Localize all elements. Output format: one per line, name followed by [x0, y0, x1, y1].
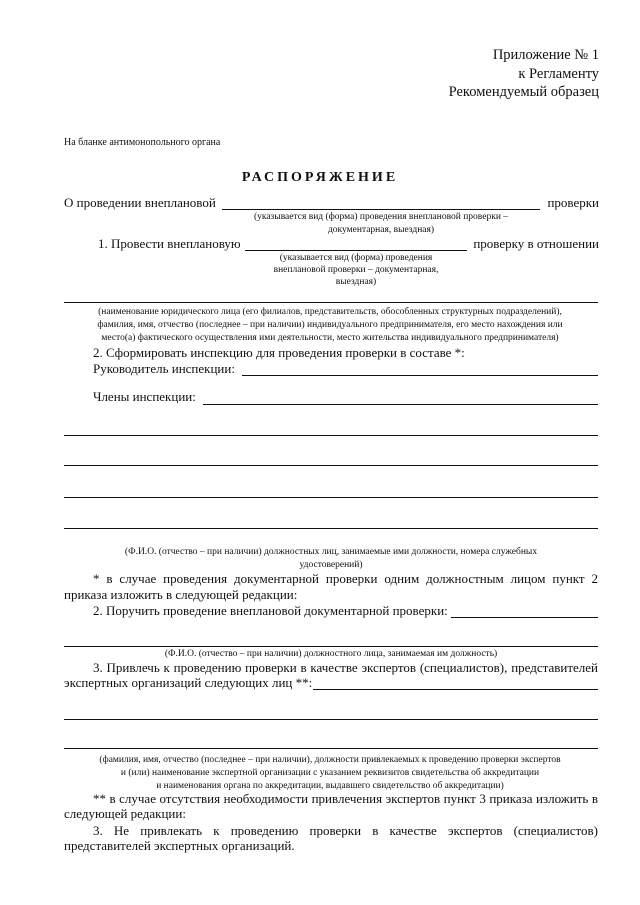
inspection-type-field[interactable]: [222, 209, 540, 210]
recommended-sample-label: Рекомендуемый образец: [448, 84, 599, 100]
head-label: Руководитель инспекции:: [93, 361, 235, 376]
members-field-2[interactable]: [64, 435, 598, 436]
intro-hint-2: документарная, выездная): [327, 225, 435, 235]
experts-hint-1: (фамилия, имя, отчество (последнее – при наличии), должности привлекаемых к проведению проверки экспертов: [99, 755, 561, 765]
regulation-reference: к Регламенту: [518, 66, 599, 82]
footnote1-field-1[interactable]: [451, 617, 598, 618]
intro-prefix: О проведении внеплановой: [64, 195, 216, 210]
experts-hint-3: и наименования органа по аккредитации, выдавшего свидетельство об аккредитации): [156, 781, 504, 791]
experts-field-1[interactable]: [313, 689, 598, 690]
experts-hint-2: и (или) наименование экспертной организации с указанием реквизитов свидетельства об аккредитации: [120, 768, 540, 778]
footnote1-line2: приказа изложить в следующей редакции:: [64, 587, 298, 602]
item3-line1: 3. Привлечь к проведению проверки в качестве экспертов (специалистов), представителей: [93, 660, 598, 675]
members-field-4[interactable]: [64, 497, 598, 498]
experts-field-3[interactable]: [64, 748, 598, 749]
footnote2-line4: представителей экспертных организаций.: [64, 838, 295, 853]
members-field-1[interactable]: [203, 404, 598, 405]
experts-field-2[interactable]: [64, 719, 598, 720]
document-title: РАСПОРЯЖЕНИЕ: [241, 170, 399, 185]
item1-hint-1: (указывается вид (форма) проведения: [279, 253, 433, 263]
members-hint-1: (Ф.И.О. (отчество – при наличии) должностных лиц, занимаемые ими должности, номера служебных: [124, 547, 538, 557]
footnote2-line2: следующей редакции:: [64, 806, 186, 821]
item1-form-field[interactable]: [245, 250, 467, 251]
head-field[interactable]: [242, 375, 598, 376]
item1-hint-2: внеплановой проверки – документарная,: [273, 265, 439, 275]
item1-suffix: проверку в отношении: [473, 236, 599, 251]
entity-hint-3: место(а) фактического осуществления ими деятельности, место жительства индивидуального предпринимателя): [101, 333, 559, 343]
members-label: Члены инспекции:: [93, 389, 196, 404]
item1-hint-3: выездная): [335, 277, 377, 287]
item2-text: 2. Сформировать инспекцию для проведения проверки в составе *:: [93, 345, 465, 360]
entity-hint-2: фамилия, имя, отчество (последнее – при наличии) индивидуального предпринимателя, его место нахождения или: [97, 320, 563, 330]
entity-field[interactable]: [64, 302, 598, 303]
footnote2-line1: ** в случае отсутствия необходимости привлечения экспертов пункт 3 приказа изложить в: [93, 791, 598, 806]
members-field-5[interactable]: [64, 528, 598, 529]
intro-suffix: проверки: [547, 195, 599, 210]
footnote1-item: 2. Поручить проведение внеплановой документарной проверки:: [93, 603, 448, 618]
footnote1-hint: (Ф.И.О. (отчество – при наличии) должностного лица, занимаемая им должность): [164, 649, 498, 659]
footnote1-field-2[interactable]: [64, 646, 598, 647]
item3-line2: экспертных организаций следующих лиц **:: [64, 675, 313, 690]
intro-hint-1: (указывается вид (форма) проведения внеплановой проверки –: [253, 212, 509, 222]
appendix-number: Приложение № 1: [492, 47, 599, 63]
members-hint-2: удостоверений): [299, 560, 363, 570]
item1-prefix: 1. Провести внеплановую: [98, 236, 241, 251]
members-field-3[interactable]: [64, 465, 598, 466]
entity-hint-1: (наименование юридического лица (его филиалов, представительств, обособленных структурных подразделений),: [98, 307, 562, 317]
footnote1-line1: * в случае проведения документарной проверки одним должностным лицом пункт 2: [93, 571, 598, 586]
blank-note: На бланке антимонопольного органа: [64, 137, 221, 148]
footnote2-line3: 3. Не привлекать к проведению проверки в качестве экспертов (специалистов): [93, 823, 598, 838]
